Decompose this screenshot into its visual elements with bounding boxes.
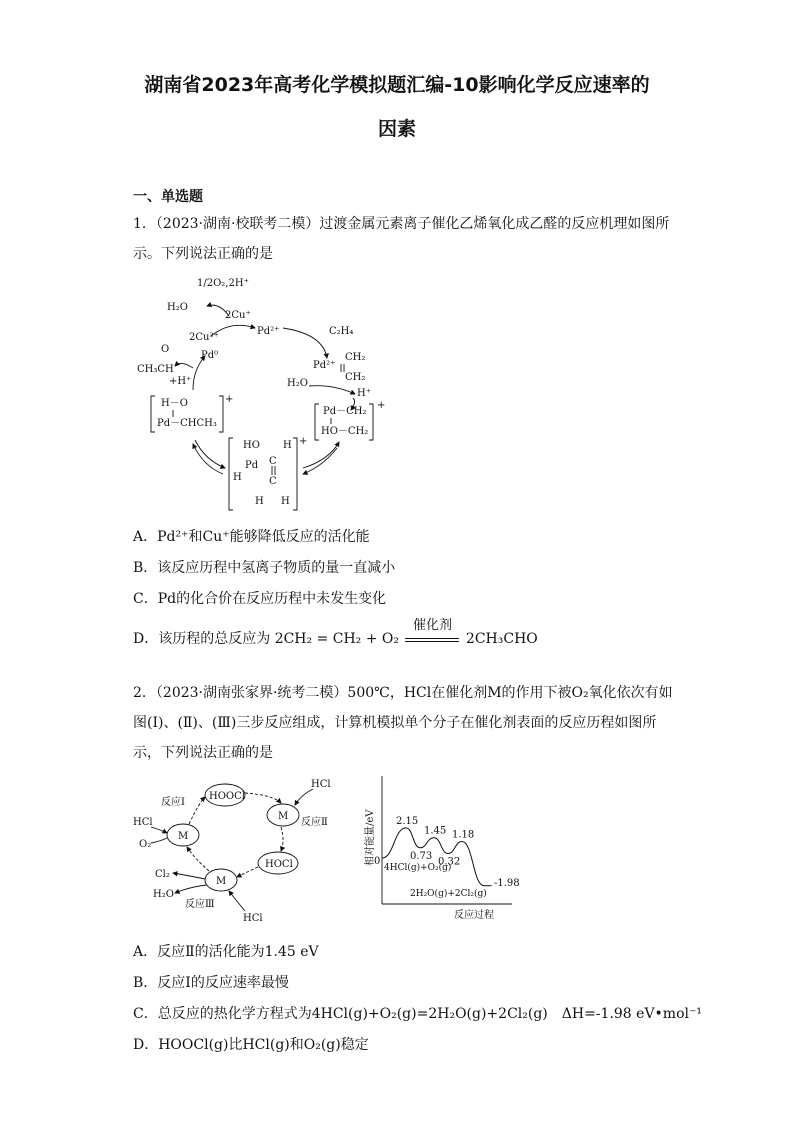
d-bottom-ho: HO: [243, 440, 260, 451]
q1-option-d-eq-left: 2CH₂ = CH₂ + O₂: [274, 631, 400, 647]
chart-point-label-i2: 0.32: [438, 856, 461, 868]
d-bottom-h2: H: [233, 472, 242, 483]
chart-y-label: 相对能量/eV: [365, 809, 376, 866]
q2-stem-line3: 示，下列说法正确的是: [133, 745, 273, 761]
d-o-label: O: [161, 344, 170, 355]
q2-option-d[interactable]: D．HOOCl(g)比HCl(g)和O₂(g)稳定: [133, 1037, 369, 1053]
doc-title-line1: 湖南省2023年高考化学模拟题汇编-10影响化学反应速率的: [144, 74, 650, 96]
d-bottom-c1: C: [269, 456, 277, 467]
q1-stem-line2: 示。下列说法正确的是: [133, 246, 273, 262]
c-hcl-left: HCl: [133, 817, 153, 828]
q1-option-d-eq-right: 2CH₃CHO: [465, 631, 538, 647]
chart-point-label-i1: 0.73: [410, 850, 433, 862]
q1-option-d-catalyst: 催化剂: [412, 618, 452, 633]
d-bottom-pd: Pd: [245, 460, 259, 471]
section-heading: 一、单选题: [133, 189, 203, 205]
c-m-right: M: [278, 811, 289, 822]
chart-end-value: -1.98: [494, 878, 520, 889]
d-cu-plus: 2Cu⁺: [225, 310, 251, 321]
c-reaction2: 反应Ⅱ: [301, 817, 328, 828]
q2-energy-chart: [362, 772, 522, 922]
chart-x-label: 反应过程: [454, 910, 494, 921]
d-h-plus-left: +H⁺: [169, 376, 192, 387]
c-hoocl: HOOCl: [209, 791, 245, 802]
q1-mechanism-diagram: [133, 272, 393, 512]
d-pd0: Pd⁰: [201, 350, 219, 361]
q1-option-a[interactable]: A．Pd²⁺和Cu⁺能够降低反应的活化能: [133, 529, 370, 545]
d-h2o-top: H₂O: [167, 302, 188, 313]
q2-stem-line2: 图(Ⅰ)、(Ⅱ)、(Ⅲ)三步反应组成，计算机模拟单个分子在催化剂表面的反应历程如图所: [133, 715, 657, 731]
c-m-bottom: M: [216, 876, 227, 887]
q1-option-d[interactable]: [133, 618, 538, 648]
q1-option-b[interactable]: B．该反应历程中氢离子物质的量一直减小: [133, 560, 396, 576]
c-reaction1: 反应Ⅰ: [161, 797, 185, 808]
d-bottom-h1: H: [283, 440, 292, 451]
d-cu2-plus: 2Cu²⁺: [189, 332, 219, 343]
d-o2-2h: 1/2O₂,2H⁺: [197, 278, 249, 289]
q2-option-b[interactable]: B．反应Ⅰ的反应速率最慢: [133, 975, 289, 991]
q2-cycle-diagram: [133, 775, 343, 925]
d-left-complex-2: Pd－CHCH₃: [157, 418, 217, 429]
chart-point-label-ts1: 2.15: [396, 815, 419, 827]
d-h2o-right: H₂O: [287, 378, 308, 389]
chart-end-label: 2H₂O(g)+2Cl₂(g): [410, 889, 487, 899]
d-bottom-c2: C: [269, 476, 277, 487]
d-pd2-plus: Pd²⁺: [257, 326, 280, 337]
q1-stem-line1: 1．（2023·湖南·校联考二模）过渡金属元素离子催化乙烯氧化成乙醛的反应机理如图所: [133, 216, 670, 232]
c-m-left: M: [178, 831, 189, 842]
chart-point-label-ts3: 1.18: [452, 829, 475, 841]
c-hocl: HOCl: [265, 859, 293, 870]
d-h-plus-right: H⁺: [357, 388, 371, 399]
c-h2o: H₂O: [153, 889, 174, 900]
d-right-complex-1: Pd－CH₂: [323, 406, 367, 417]
d-bottom-plus: +: [299, 436, 308, 447]
q1-option-d-prefix: D．该历程的总反应为: [133, 631, 271, 647]
d-pd-ethene: Pd²⁺: [313, 360, 336, 371]
d-left-plus: +: [225, 394, 234, 405]
c-cl2: Cl₂: [155, 869, 170, 880]
d-right-complex-2: HO－CH₂: [321, 426, 369, 437]
c-reaction3: 反应Ⅲ: [185, 899, 215, 910]
chart-start-label: 4HCl(g)+O₂(g): [384, 863, 452, 873]
c-hcl-top: HCl: [311, 779, 331, 790]
d-ch2-bottom: CH₂: [345, 372, 366, 383]
c-o2: O₂: [139, 839, 152, 850]
q2-option-a[interactable]: A．反应Ⅱ的活化能为1.45 eV: [133, 944, 319, 960]
d-bottom-h3: H: [255, 496, 264, 507]
q1-option-c[interactable]: C．Pd的化合价在反应历程中未发生变化: [133, 591, 387, 607]
d-ch3ch: CH₃CH: [137, 364, 174, 375]
d-left-complex-1: H－O: [161, 398, 188, 409]
c-hcl-bottom: HCl: [243, 913, 263, 924]
q2-stem-line1: 2．（2023·湖南张家界·统考二模）500℃，HCl在催化剂M的作用下被O₂氧化依次有如: [133, 685, 673, 701]
doc-title-line2: 因素: [377, 118, 416, 140]
d-ch2-top: CH₂: [345, 352, 366, 363]
chart-zero-label: 0: [374, 856, 381, 867]
q1-option-d-arrow: [405, 638, 459, 642]
d-bottom-h4: H: [281, 496, 290, 507]
chart-point-label-ts2: 1.45: [424, 825, 447, 837]
q2-option-c[interactable]: C．总反应的热化学方程式为4HCl(g)+O₂(g)=2H₂O(g)+2Cl₂(g) ΔH=-1.98 eV•mol⁻¹: [133, 1006, 702, 1022]
d-c2h4: C₂H₄: [329, 326, 354, 337]
d-right-plus: +: [377, 400, 386, 411]
